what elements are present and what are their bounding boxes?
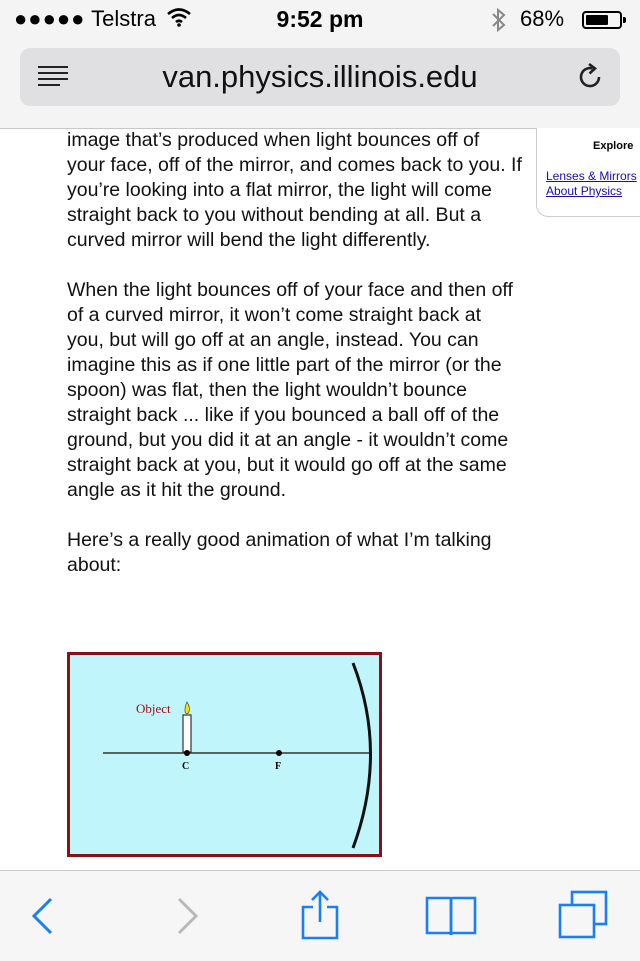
carrier-name: Telstra: [91, 6, 156, 31]
clock: 9:52 pm: [276, 6, 364, 32]
bluetooth-icon: [490, 7, 508, 33]
url-field[interactable]: [20, 48, 620, 106]
browser-address-bar: [0, 40, 640, 129]
sidebar-title: Explore: [593, 140, 634, 152]
back-icon[interactable]: [18, 889, 72, 943]
signal-strength-icon: ●●●●●: [14, 6, 86, 31]
battery-level-fill: [586, 15, 608, 25]
forward-icon[interactable]: [160, 889, 214, 943]
mirror-animation: [67, 652, 382, 857]
reload-icon[interactable]: [575, 62, 605, 92]
article-paragraph: Here’s a really good animation of what I’m talking about:: [67, 529, 492, 576]
object-label: Object: [136, 701, 171, 716]
candle-flame-icon: [185, 702, 189, 714]
curved-mirror: [353, 663, 371, 848]
sidebar-link-about-physics[interactable]: About Physics: [546, 184, 623, 198]
battery-percent: 68%: [520, 6, 565, 31]
article-paragraph: image that’s produced when light bounces off of your face, off of the mirror, and comes back to you. If you’re looking into a flat mirror, the light will come straight back to you without bending at all. But a curved mirror will bend the light differently.: [67, 129, 522, 251]
explore-sidebar: [536, 128, 640, 217]
browser-toolbar: [0, 870, 640, 961]
article-paragraph: When the light bounces off of your face and then off of a curved mirror, it won’t come straight back at you, but will go off at an angle, instead. You can imagine this as if one little part of the mirror (or the spoon) was flat, then the light wouldn’t bounce straight back ... like if you bounced a ball off of the ground, but you did it at an angle - it wouldn’t come straight back at you, but it would go off at the same angle as it hit the ground.: [67, 279, 513, 501]
tabs-icon[interactable]: [556, 889, 610, 943]
battery-icon: [582, 11, 622, 29]
object-candle: [183, 715, 191, 752]
status-bar: [0, 0, 640, 40]
mirror-diagram: [70, 655, 379, 854]
url-text[interactable]: van.physics.illinois.edu: [162, 59, 478, 94]
sidebar-link-lenses-mirrors[interactable]: Lenses & Mirrors: [546, 169, 637, 183]
center-label: C: [182, 761, 190, 772]
share-icon[interactable]: [293, 889, 347, 943]
bookmarks-icon[interactable]: [424, 889, 478, 943]
article-body: [67, 128, 522, 603]
focus-label: F: [275, 761, 282, 772]
